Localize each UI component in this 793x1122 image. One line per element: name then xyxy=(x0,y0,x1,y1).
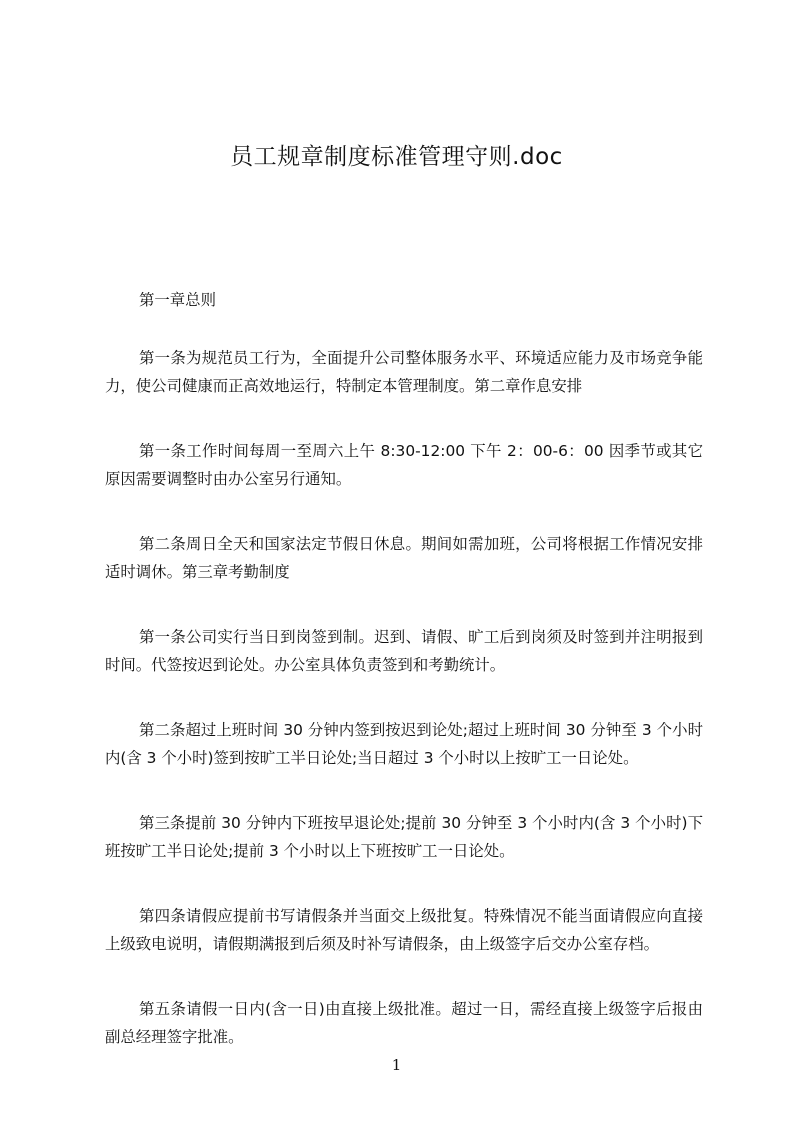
page-number: 1 xyxy=(391,1056,402,1074)
paragraph: 第一条工作时间每周一至周六上午 8:30-12:00 下午 2：00-6：00 因季节或其它原因需要调整时由办公室另行通知。 xyxy=(105,442,703,488)
paragraph: 第三条提前 30 分钟内下班按早退论处;提前 30 分钟至 3 个小时内(含 3 个小时)下班按旷工半日论处;提前 3 个小时以上下班按旷工一日论处。 xyxy=(105,814,703,860)
paragraph: 第一条公司实行当日到岗签到制。迟到、请假、旷工后到岗须及时签到并注明报到时间。代签按迟到论处。办公室具体负责签到和考勤统计。 xyxy=(105,628,703,674)
document-body xyxy=(105,286,703,1088)
chapter-heading: 第一章总则 xyxy=(139,291,216,309)
document-title: 员工规章制度标准管理守则.doc xyxy=(230,144,563,170)
paragraph: 第五条请假一日内(含一日)由直接上级批准。超过一日，需经直接上级签字后报由副总经理签字批准。 xyxy=(105,1000,703,1046)
paragraph: 第四条请假应提前书写请假条并当面交上级批复。特殊情况不能当面请假应向直接上级致电说明，请假期满报到后须及时补写请假条，由上级签字后交办公室存档。 xyxy=(105,907,703,953)
paragraph: 第二条周日全天和国家法定节假日休息。期间如需加班，公司将根据工作情况安排适时调休。第三章考勤制度 xyxy=(105,535,703,581)
paragraph: 第一条为规范员工行为，全面提升公司整体服务水平、环境适应能力及市场竞争能力，使公司健康而正高效地运行，特制定本管理制度。第二章作息安排 xyxy=(105,349,703,395)
paragraph: 第二条超过上班时间 30 分钟内签到按迟到论处;超过上班时间 30 分钟至 3 个小时内(含 3 个小时)签到按旷工半日论处;当日超过 3 个小时以上按旷工一日论处。 xyxy=(105,721,703,767)
